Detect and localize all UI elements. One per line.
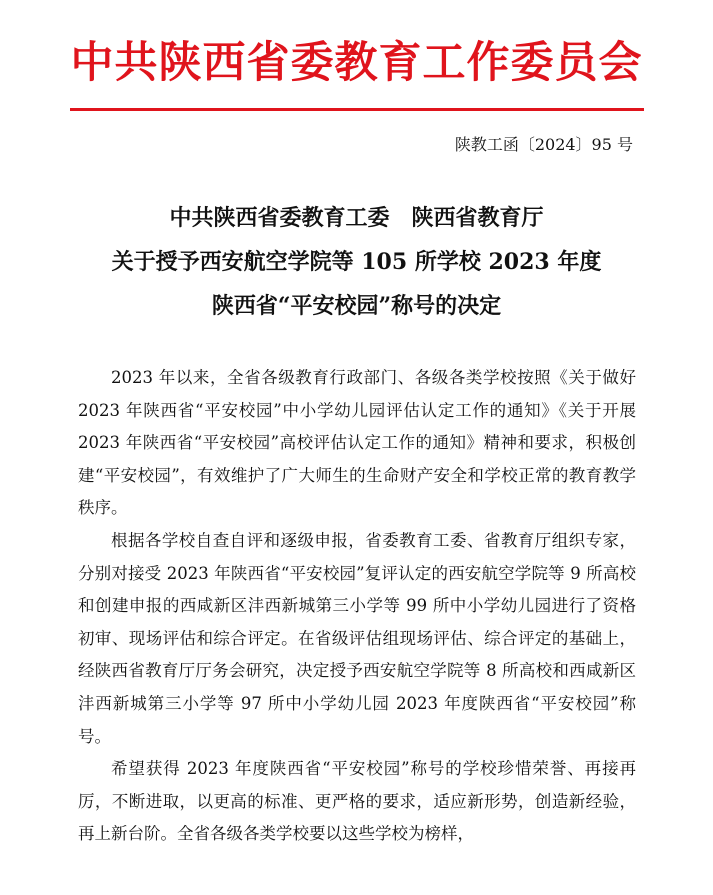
body-paragraph: 希望获得 2023 年度陕西省“平安校园”称号的学校珍惜荣誉、再接再厉，不断进取，以更高的标准、更严格的要求，适应新形势，创造新经验，再上新台阶。全省各级各类学校要以这些学校为榜样， xyxy=(78,759,636,844)
title-line: 中共陕西省委教育工委 陕西省教育厅 xyxy=(169,205,544,231)
body-paragraph: 根据各学校自查自评和逐级申报，省委教育工委、省教育厅组织专家，分别对接受 2023 年陕西省“平安校园”复评认定的西安航空学院等 9 所高校和创建申报的西咸新区沣西新城第三小学等 99 所中小学幼儿园进行了资格初审、现场评估和综合评定。在省级评估组现场评估、综合评定的基础上，经陕西省教育厅厅务会研究，决定授予西安航空学院等 8 所高校和西咸新区沣西新城第三小学等 97 所中小学幼儿园 2023 年度陕西省“平安校园”称号。 xyxy=(78,530,636,746)
document-title xyxy=(60,196,653,328)
masthead-org-name: 中共陕西省委教育工作委员会 xyxy=(70,38,643,88)
document-body xyxy=(78,362,636,851)
document-number: 陕教工函〔2024〕95 号 xyxy=(454,135,633,154)
red-divider-line xyxy=(70,108,644,111)
body-paragraph: 2023 年以来，全省各级教育行政部门、各级各类学校按照《关于做好 2023 年陕西省“平安校园”中小学幼儿园评估认定工作的通知》《关于开展 2023 年陕西省“平安校园”高校评估认定工作的通知》精神和要求，积极创建“平安校园”，有效维护了广大师生的生命财产安全和学校正常的教育教学秩序。 xyxy=(78,368,636,518)
title-line: 关于授予西安航空学院等 105 所学校 2023 年度 xyxy=(111,249,602,275)
title-line: 陕西省“平安校园”称号的决定 xyxy=(211,293,502,319)
